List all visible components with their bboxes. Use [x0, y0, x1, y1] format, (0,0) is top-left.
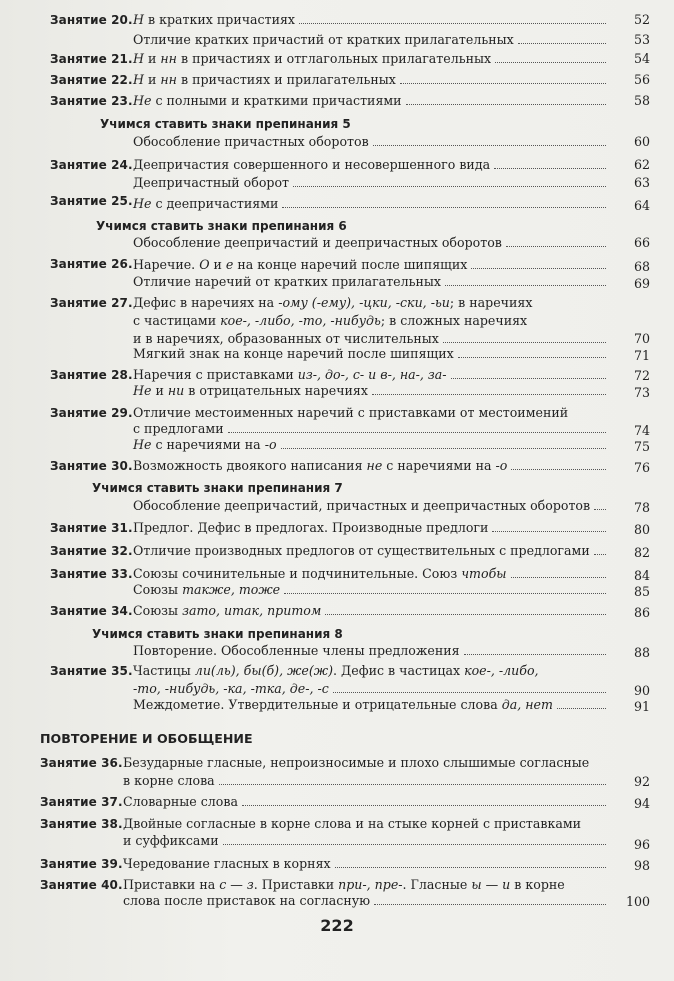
lesson-31-label: Занятие 31. — [50, 521, 133, 535]
lesson-35-label: Занятие 35. — [50, 664, 133, 678]
lesson-27-sub-page: 71 — [633, 348, 650, 363]
lesson-35-subtitle: Междометие. Утвердительные и отрицательные слова да, нет — [133, 695, 610, 715]
lesson-37-page: 94 — [633, 796, 650, 811]
section-7-page: 78 — [633, 500, 650, 515]
lesson-28-page: 72 — [633, 368, 650, 383]
lesson-31-page: 80 — [633, 522, 650, 537]
lesson-29-line1: Отличие местоименных наречий с приставками от местоимений — [133, 405, 569, 420]
lesson-37-title: Словарные слова — [123, 792, 610, 812]
lesson-27-subtitle: Мягкий знак на конце наречий после шипящих — [133, 344, 610, 364]
lesson-39-page: 98 — [633, 858, 650, 873]
lesson-33-title: Союзы сочинительные и подчинительные. Союз чтобы — [133, 564, 610, 584]
lesson-39-title: Чередование гласных в корнях — [123, 854, 610, 874]
lesson-25-page: 64 — [633, 198, 650, 213]
lesson-29-label: Занятие 29. — [50, 406, 133, 420]
lesson-29-subtitle: Не с наречиями на -о — [133, 435, 610, 455]
section-5-topic: Обособление причастных оборотов — [133, 132, 610, 152]
lesson-25-label: Занятие 25. — [50, 194, 133, 208]
lesson-21-title: Н и нн в причастиях и отглагольных прилагательных — [133, 49, 610, 69]
lesson-21-label: Занятие 21. — [50, 52, 133, 66]
lesson-22-page: 56 — [633, 72, 650, 87]
lesson-30-page: 76 — [633, 460, 650, 475]
lesson-30-label: Занятие 30. — [50, 459, 133, 473]
lesson-38-label: Занятие 38. — [40, 817, 123, 831]
lesson-23-title: Не с полными и краткими причастиями — [133, 91, 610, 111]
lesson-23-page: 58 — [633, 93, 650, 108]
lesson-24-subtitle: Деепричастный оборот — [133, 173, 610, 193]
lesson-27-line1: Дефис в наречиях на -ому (-ему), -цки, -ски, -ьи; в наречиях — [133, 295, 533, 310]
lesson-33-page: 84 — [633, 568, 650, 583]
lesson-28-title: Наречия с приставками из-, до-, с- и в-, на-, за- — [133, 365, 610, 385]
lesson-35-page: 90 — [633, 683, 650, 698]
section-6-page: 66 — [633, 235, 650, 250]
lesson-28-sub-page: 73 — [633, 385, 650, 400]
lesson-36-label: Занятие 36. — [40, 756, 123, 770]
lesson-34-page: 86 — [633, 605, 650, 620]
section-6-heading: Учимся ставить знаки препинания 6 — [96, 219, 347, 233]
lesson-23-label: Занятие 23. — [50, 94, 133, 108]
lesson-25-title: Не с деепричастиями — [133, 194, 610, 214]
lesson-24-sub-page: 63 — [633, 175, 650, 190]
lesson-22-title: Н и нн в причастиях и прилагательных — [133, 70, 610, 90]
lesson-39-label: Занятие 39. — [40, 857, 123, 871]
lesson-30-title: Возможность двоякого написания не с наречиями на -о — [133, 456, 610, 476]
lesson-40-page: 100 — [625, 894, 650, 909]
lesson-29-line2: с предлогами — [133, 419, 610, 439]
lesson-20-sub-page: 53 — [633, 32, 650, 47]
lesson-26-subtitle: Отличие наречий от кратких прилагательных — [133, 272, 610, 292]
lesson-40-line2: слова после приставок на согласную — [123, 891, 610, 911]
lesson-24-page: 62 — [633, 157, 650, 172]
lesson-35-line2: -то, -нибудь, -ка, -тка, де-, -с — [133, 679, 610, 699]
section-7-heading: Учимся ставить знаки препинания 7 — [92, 481, 343, 495]
lesson-26-sub-page: 69 — [633, 276, 650, 291]
lesson-33-label: Занятие 33. — [50, 567, 133, 581]
lesson-26-page: 68 — [633, 259, 650, 274]
lesson-24-title: Деепричастия совершенного и несовершенного вида — [133, 155, 610, 175]
lesson-40-line1: Приставки на с — з. Приставки при-, пре-. Гласные ы — и в корне — [123, 877, 565, 892]
lesson-26-title: Наречие. О и е на конце наречий после шипящих — [133, 255, 610, 275]
section-5-heading: Учимся ставить знаки препинания 5 — [100, 117, 351, 131]
lesson-35-sub-page: 91 — [633, 699, 650, 714]
lesson-21-page: 54 — [633, 51, 650, 66]
lesson-36-line2: в корне слова — [123, 771, 610, 791]
section-7-topic: Обособление деепричастий, причастных и деепричастных оборотов — [133, 496, 610, 516]
lesson-31-title: Предлог. Дефис в предлогах. Производные предлоги — [133, 518, 610, 538]
review-heading: ПОВТОРЕНИЕ И ОБОБЩЕНИЕ — [40, 731, 253, 746]
section-8-page: 88 — [633, 645, 650, 660]
lesson-27-label: Занятие 27. — [50, 296, 133, 310]
lesson-22-label: Занятие 22. — [50, 73, 133, 87]
lesson-27-page: 70 — [633, 331, 650, 346]
lesson-38-line1: Двойные согласные в корне слова и на стыке корней с приставками — [123, 816, 582, 831]
lesson-33-subtitle: Союзы также, тоже — [133, 580, 610, 600]
lesson-38-line2: и суффиксами — [123, 831, 610, 851]
section-6-topic: Обособление деепричастий и деепричастных оборотов — [133, 233, 610, 253]
lesson-32-page: 82 — [633, 545, 650, 560]
lesson-20-title: Н в кратких причастиях — [133, 10, 610, 30]
lesson-24-label: Занятие 24. — [50, 158, 133, 172]
lesson-28-subtitle: Не и ни в отрицательных наречиях — [133, 381, 610, 401]
lesson-20-subtitle: Отличие кратких причастий от кратких прилагательных — [133, 30, 610, 50]
lesson-29-page: 74 — [633, 423, 650, 438]
lesson-34-label: Занятие 34. — [50, 604, 133, 618]
section-8-heading: Учимся ставить знаки препинания 8 — [92, 627, 343, 641]
lesson-38-page: 96 — [633, 837, 650, 852]
section-8-topic: Повторение. Обособленные члены предложения — [133, 641, 610, 661]
lesson-33-sub-page: 85 — [633, 584, 650, 599]
lesson-36-line1: Безударные гласные, непроизносимые и плохо слышимые согласные — [123, 755, 590, 770]
lesson-36-page: 92 — [633, 774, 650, 789]
lesson-20-label: Занятие 20. — [50, 13, 133, 27]
lesson-27-line2: с частицами кое-, -либо, -то, -нибудь; в сложных наречиях — [133, 313, 528, 328]
lesson-28-label: Занятие 28. — [50, 368, 133, 382]
lesson-29-sub-page: 75 — [633, 439, 650, 454]
lesson-35-line1: Частицы ли(ль), бы(б), же(ж). Дефис в частицах кое-, -либо, — [133, 663, 539, 678]
lesson-20-page: 52 — [633, 12, 650, 27]
lesson-32-title: Отличие производных предлогов от существительных с предлогами — [133, 541, 610, 561]
lesson-27-line3: и в наречиях, образованных от числительных — [133, 329, 610, 349]
lesson-32-label: Занятие 32. — [50, 544, 133, 558]
lesson-40-label: Занятие 40. — [40, 878, 123, 892]
lesson-37-label: Занятие 37. — [40, 795, 123, 809]
page-number: 222 — [320, 916, 354, 935]
lesson-26-label: Занятие 26. — [50, 257, 133, 271]
lesson-34-title: Союзы зато, итак, притом — [133, 601, 610, 621]
section-5-page: 60 — [633, 134, 650, 149]
